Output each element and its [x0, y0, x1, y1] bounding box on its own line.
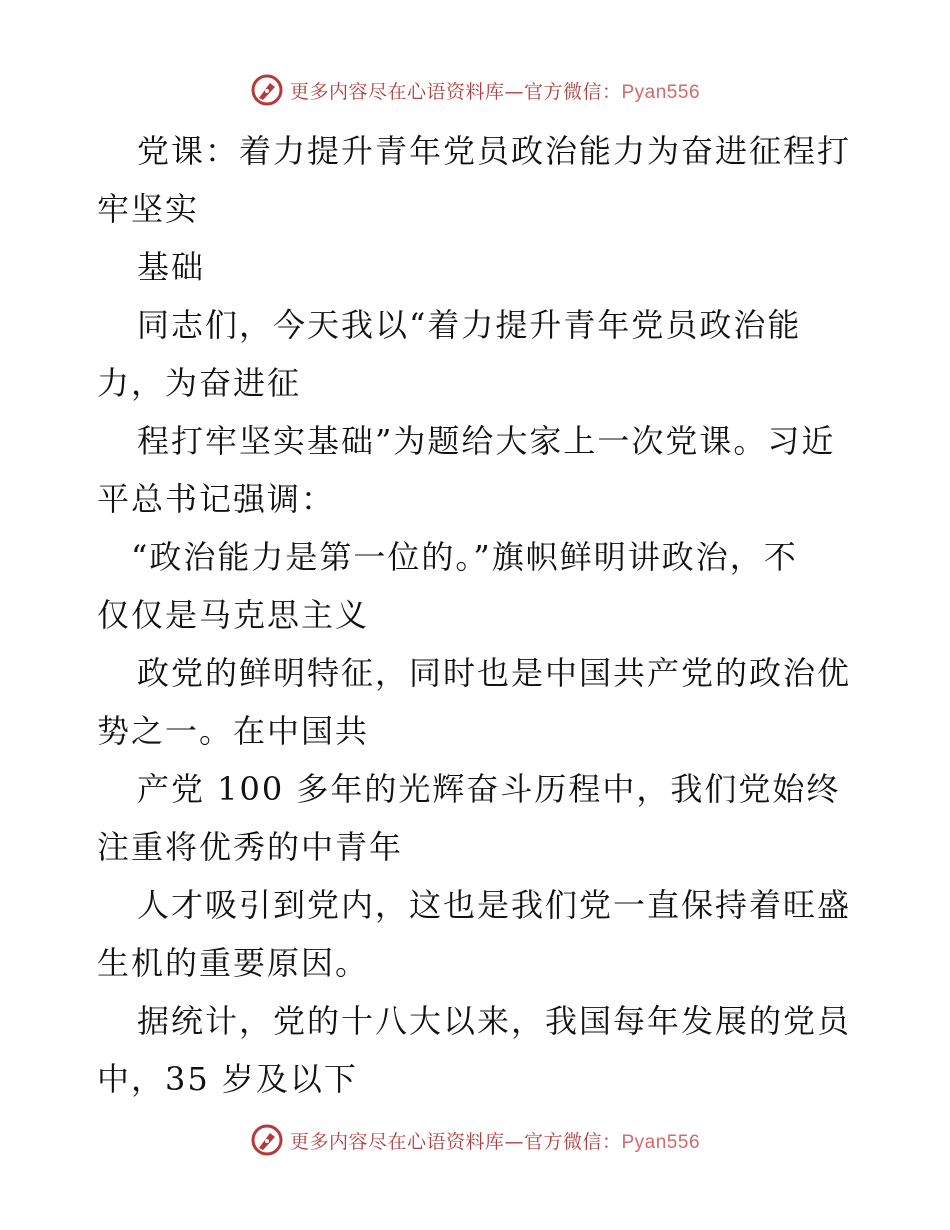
- title-line-3: 基础: [137, 248, 206, 286]
- header-watermark: [0, 68, 950, 112]
- pen-nib-circle-icon: [250, 1123, 284, 1157]
- watermark-text: 更多内容尽在心语资料库—官方微信：: [289, 1130, 622, 1153]
- watermark-text: 更多内容尽在心语资料库—官方微信：: [289, 80, 622, 103]
- body-line: 程打牢坚实基础”为题给大家上一次党课。习近: [137, 422, 836, 460]
- body-line: 仅仅是马克思主义: [97, 596, 370, 634]
- body-line: 平总书记强调：: [97, 480, 336, 518]
- title-line-1: 党课：着力提升青年党员政治能力为奋进征程打: [137, 132, 852, 170]
- body-line: 同志们，今天我以“着力提升青年党员政治能: [137, 306, 802, 344]
- body-line: 人才吸引到党内，这也是我们党一直保持着旺盛: [137, 886, 852, 924]
- document-body: [97, 122, 857, 1108]
- body-line: “政治能力是第一位的。”旗帜鲜明讲政治，不: [131, 538, 798, 576]
- body-line: 据统计，党的十八大以来，我国每年发展的党员: [137, 1002, 852, 1040]
- body-line: 政党的鲜明特征，同时也是中国共产党的政治优: [137, 654, 852, 692]
- footer-watermark: [0, 1118, 950, 1162]
- body-line: 产党 100 多年的光辉奋斗历程中，我们党始终: [137, 770, 841, 808]
- watermark-wechat-id: Pyan556: [621, 81, 701, 103]
- title-line-2: 牢坚实: [97, 190, 200, 228]
- body-line: 生机的重要原因。: [97, 944, 370, 982]
- body-line: 注重将优秀的中青年: [97, 828, 404, 866]
- pen-nib-circle-icon: [250, 73, 284, 107]
- watermark-wechat-id: Pyan556: [621, 1131, 701, 1153]
- body-line: 势之一。在中国共: [97, 712, 370, 750]
- body-line: 中，35 岁及以下: [97, 1060, 358, 1098]
- body-line: 力，为奋进征: [97, 364, 302, 402]
